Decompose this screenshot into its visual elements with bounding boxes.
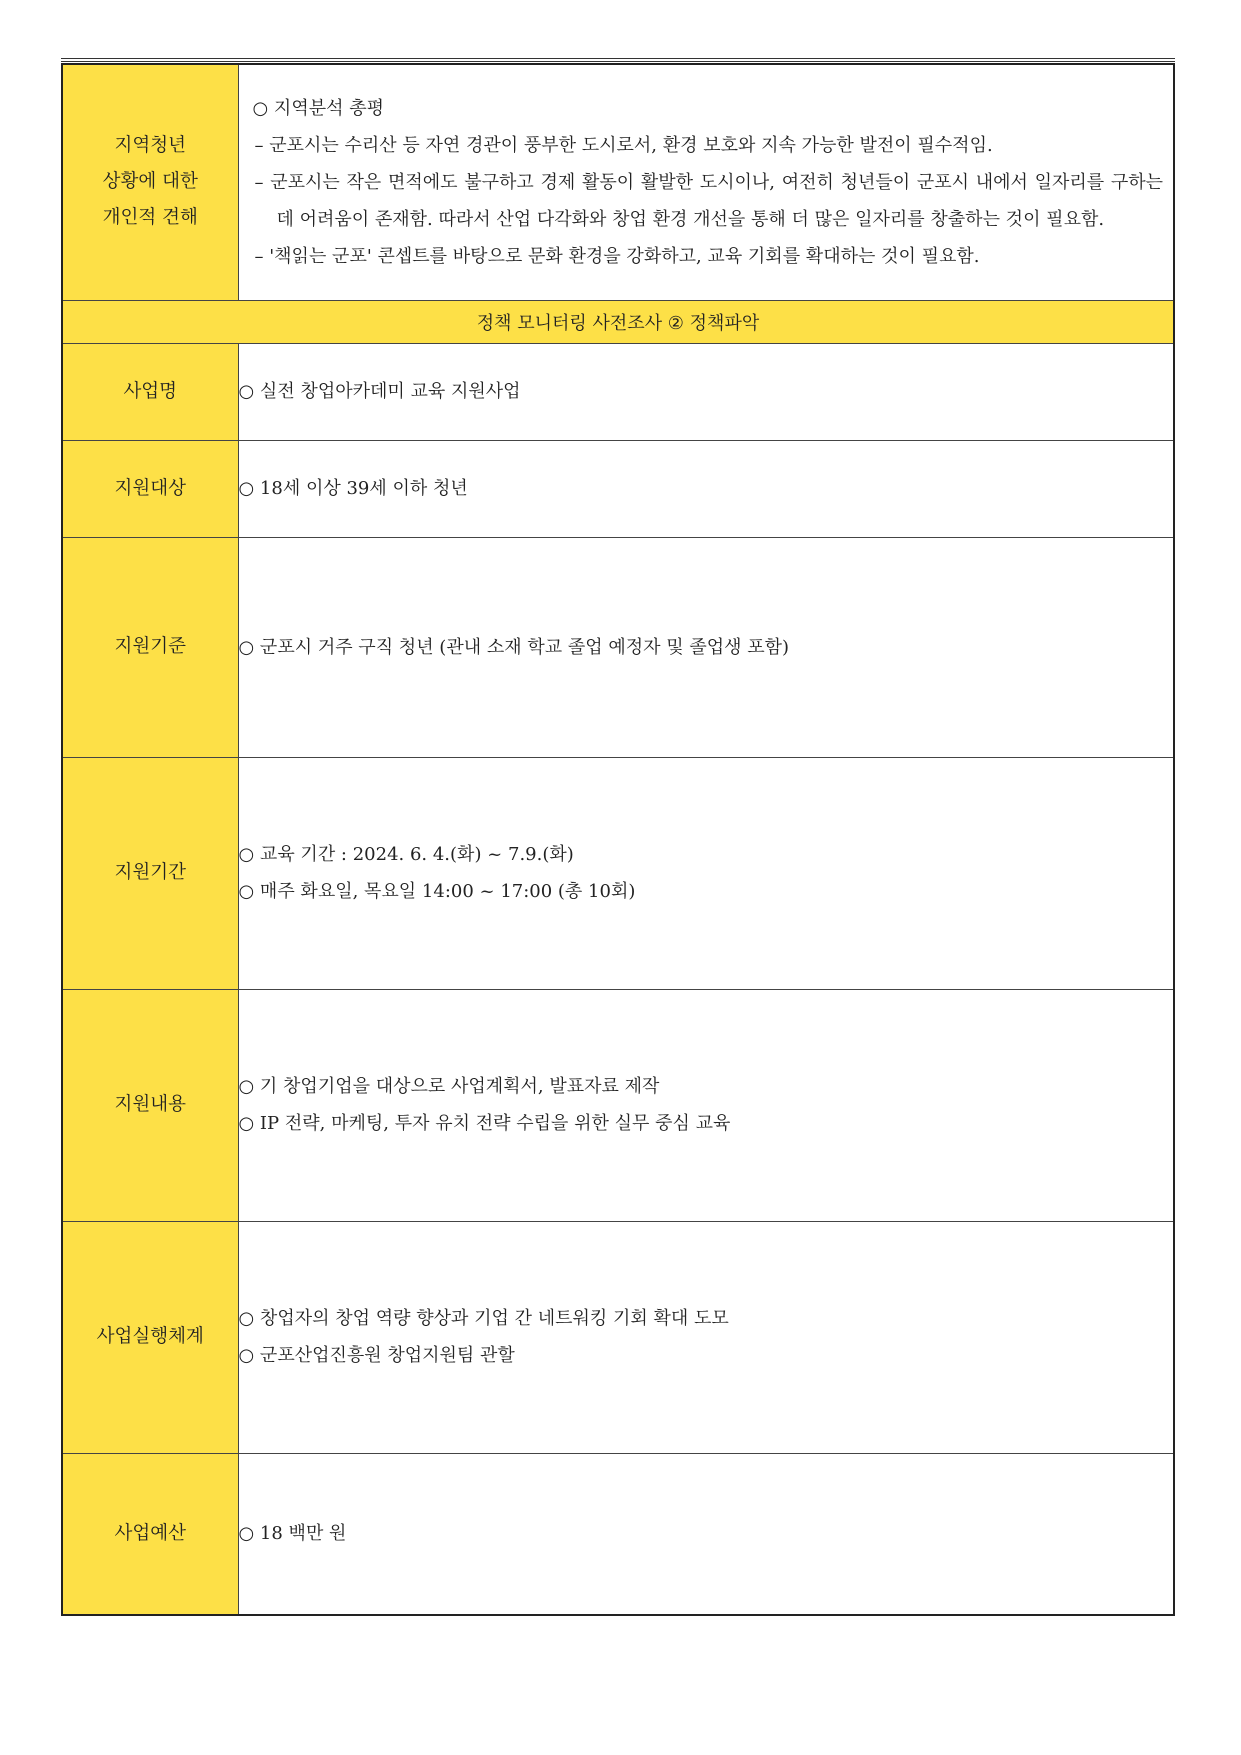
top-rule-inner [61,61,1175,62]
row-line: ○ 창업자의 창업 역량 향상과 기업 간 네트워킹 기회 확대 도모 [238,1308,729,1329]
row-label: 사업예산 [62,1453,238,1615]
row-line: ○ 18세 이상 39세 이하 청년 [238,478,468,499]
row-content [238,1453,1174,1615]
row-line: ○ 군포시 거주 구직 청년 (관내 소재 학교 졸업 예정자 및 졸업생 포함) [238,636,789,658]
row-budget [62,1453,1174,1615]
intro-title: ○ 지역분석 총평 [252,97,384,119]
intro-label-line: 개인적 견해 [102,207,198,229]
row-line: ○ 매주 화요일, 목요일 14:00 ~ 17:00 (총 10회) [238,881,636,902]
row-content [238,989,1174,1221]
row-line: ○ 실전 창업아카데미 교육 지원사업 [238,381,521,402]
policy-table [61,63,1175,1616]
intro-label-line: 상황에 대한 [102,171,198,193]
row-content [238,440,1174,537]
row-content [238,757,1174,989]
intro-label [62,64,238,300]
intro-label-line: 지역청년 [114,135,186,157]
intro-point: – 군포시는 수리산 등 자연 경관이 풍부한 도시로서, 환경 보호와 지속 가능한 발전이 필수적임. [254,134,993,156]
row-line: ○ IP 전략, 마케팅, 투자 유치 전략 수립을 위한 실무 중심 교육 [238,1113,731,1134]
row-label: 지원대상 [62,440,238,537]
row-line: ○ 교육 기간 : 2024. 6. 4.(화) ~ 7.9.(화) [238,844,574,865]
intro-content [238,64,1174,300]
row-line: ○ 군포산업진흥원 창업지원팀 관할 [238,1345,515,1366]
intro-row [62,64,1174,300]
row-label: 지원기준 [62,537,238,757]
row-label: 지원내용 [62,989,238,1221]
row-target [62,440,1174,537]
row-label: 사업명 [62,343,238,440]
row-criteria [62,537,1174,757]
row-content-details [62,989,1174,1221]
row-label: 사업실행체계 [62,1221,238,1453]
row-period [62,757,1174,989]
row-line: ○ 기 창업기업을 대상으로 사업계획서, 발표자료 제작 [238,1076,660,1097]
row-content [238,537,1174,757]
row-project-name [62,343,1174,440]
intro-point: – 군포시는 작은 면적에도 불구하고 경제 활동이 활발한 도시이나, 여전히 청년들이 군포시 내에서 일자리를 구하는데 어려움이 존재함. 따라서 산업 다각화와 창업 환경 개선을 통해 더 많은 일자리를 창출하는 것이 필요함. [254,171,1163,230]
row-line: ○ 18 백만 원 [238,1523,347,1545]
row-system [62,1221,1174,1453]
row-content [238,343,1174,440]
section-heading-row [62,300,1174,343]
section-heading: 정책 모니터링 사전조사 ② 정책파악 [62,300,1174,343]
top-rule [61,58,1175,59]
row-content [238,1221,1174,1453]
intro-point: – '책읽는 군포' 콘셉트를 바탕으로 문화 환경을 강화하고, 교육 기회를 확대하는 것이 필요함. [254,245,980,267]
row-label: 지원기간 [62,757,238,989]
